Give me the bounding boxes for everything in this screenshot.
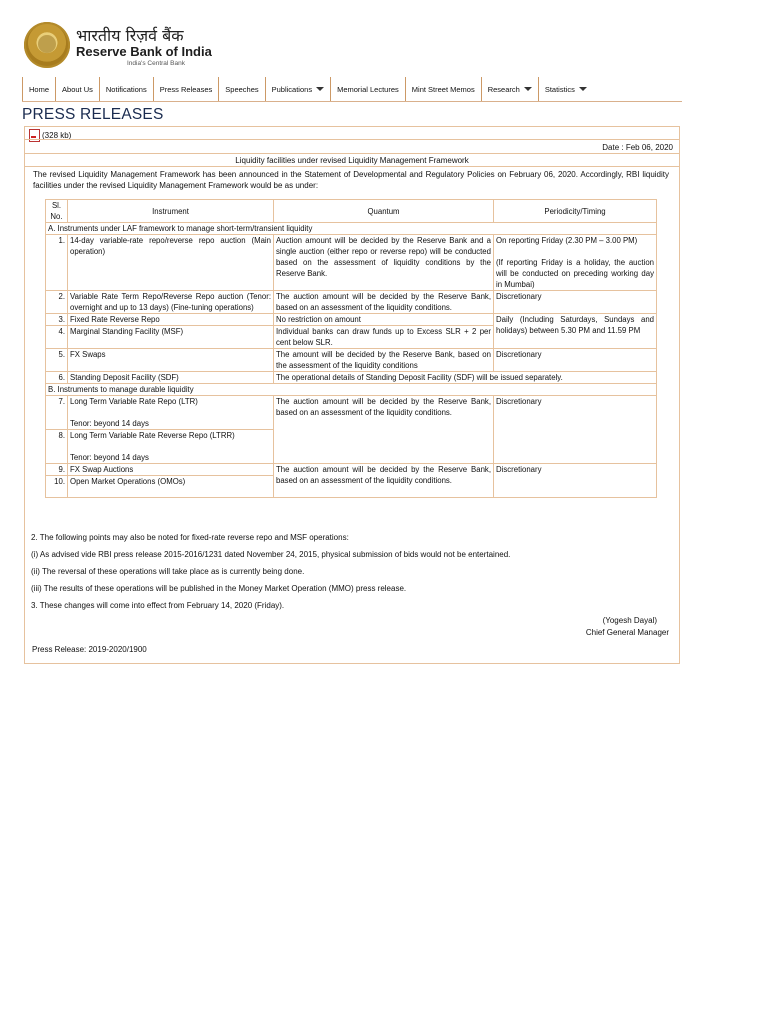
chevron-down-icon xyxy=(316,87,324,91)
site-name-hindi: भारतीय रिज़र्व बैंक xyxy=(76,26,184,45)
main-nav xyxy=(22,77,682,101)
table-header-row xyxy=(46,200,657,223)
chevron-down-icon xyxy=(524,87,532,91)
release-date: Date : Feb 06, 2020 xyxy=(602,143,673,152)
section-a-row: A. Instruments under LAF framework to manage short-term/transient liquidity xyxy=(46,223,657,235)
table-row: 8. Long Term Variable Rate Reverse Repo (LTRR) Tenor: beyond 14 days xyxy=(46,430,657,464)
nav-statistics[interactable]: Statistics xyxy=(538,77,593,101)
signatory-name: (Yogesh Dayal) xyxy=(602,616,657,625)
nav-press-releases[interactable]: Press Releases xyxy=(153,77,219,101)
table-row: 2. Variable Rate Term Repo/Reverse Repo auction (Tenor: overnight and up to 13 days) (Fine-tuning operations) The auction amount will be decided by the Reserve Bank, based on an assessment of the liquidity conditions. Discretionary xyxy=(46,291,657,314)
table-row: 10. Open Market Operations (OMOs) xyxy=(46,476,657,498)
note-item: 3. These changes will come into effect from February 14, 2020 (Friday). xyxy=(31,601,285,610)
col-header-instrument: Instrument xyxy=(68,200,274,223)
signatory-title: Chief General Manager xyxy=(585,628,669,637)
note-item: (i) As advised vide RBI press release 2015-2016/1231 dated November 24, 2015, physical submission of bids would not be entertained. xyxy=(31,550,511,559)
col-header-quantum: Quantum xyxy=(274,200,494,223)
notes xyxy=(31,532,671,617)
nav-about-us[interactable]: About Us xyxy=(55,77,99,101)
table-row: 3. Fixed Rate Reverse Repo No restriction on amount Daily (Including Saturdays, Sundays and holidays) between 5.30 PM and 11.59 PM xyxy=(46,314,657,326)
table-row: 9. FX Swap Auctions The auction amount will be decided by the Reserve Bank, based on an assessment of the liquidity conditions. Discretionary xyxy=(46,464,657,476)
press-release-panel xyxy=(24,126,680,664)
col-header-sl: Sl. No. xyxy=(46,200,68,223)
nav-home[interactable]: Home xyxy=(22,77,55,101)
nav-mint-street-memos[interactable]: Mint Street Memos xyxy=(405,77,481,101)
intro-paragraph: The revised Liquidity Management Framework has been announced in the Statement of Developmental and Regulatory Policies on February 06, 2020. Accordingly, RBI liquidity facilities under the revised Liquidity Management Framework would be as under: xyxy=(33,170,669,190)
nav-publications[interactable]: Publications xyxy=(265,77,330,101)
date-row xyxy=(25,139,679,154)
chevron-down-icon xyxy=(579,87,587,91)
nav-memorial-lectures[interactable]: Memorial Lectures xyxy=(330,77,405,101)
note-item: 2. The following points may also be noted for fixed-rate reverse repo and MSF operations: xyxy=(31,533,349,542)
release-subject: Liquidity facilities under revised Liquidity Management Framework xyxy=(235,156,469,165)
table-row: 6. Standing Deposit Facility (SDF) The operational details of Standing Deposit Facility (SDF) will be issued separately. xyxy=(46,372,657,384)
page-title: PRESS RELEASES xyxy=(22,106,164,123)
site-name: Reserve Bank of India xyxy=(76,44,212,59)
press-release-number: Press Release: 2019-2020/1900 xyxy=(32,645,147,654)
nav-speeches[interactable]: Speeches xyxy=(218,77,264,101)
col-header-timing: Periodicity/Timing xyxy=(494,200,657,223)
rbi-logo[interactable] xyxy=(24,22,70,68)
table-row: 1. 14-day variable-rate repo/reverse repo auction (Main operation) Auction amount will be decided by the Reserve Bank and a single auction (either repo or reverse repo) will be conducted based on the assessment of liquidity conditions by the Reserve Bank. On reporting Friday (2.30 PM – 3.00 PM) (If reporting Friday is a holiday, the auction will be conducted on preceding working day in Mumbai) xyxy=(46,235,657,291)
table-row: 7. Long Term Variable Rate Repo (LTR) Tenor: beyond 14 days The auction amount will be decided by the Reserve Bank, based on an assessment of the liquidity conditions. Discretionary xyxy=(46,396,657,430)
nav-notifications[interactable]: Notifications xyxy=(99,77,153,101)
site-tagline: India's Central Bank xyxy=(127,60,185,67)
liquidity-facilities-table xyxy=(45,199,657,498)
note-item: (iii) The results of these operations will be published in the Money Market Operation (MMO) press release. xyxy=(31,584,407,593)
signature-block xyxy=(586,615,669,639)
nav-research[interactable]: Research xyxy=(481,77,538,101)
subject-row xyxy=(25,153,679,167)
nav-divider xyxy=(22,101,682,102)
table-row: 5. FX Swaps The amount will be decided by the Reserve Bank, based on the assessment of the liquidity conditions Discretionary xyxy=(46,349,657,372)
note-item: (ii) The reversal of these operations will take place as is currently being done. xyxy=(31,567,305,576)
table-row: 4. Marginal Standing Facility (MSF) Individual banks can draw funds up to Excess SLR + 2 per cent below SLR. xyxy=(46,326,657,349)
site-header xyxy=(22,20,322,72)
pdf-size: (328 kb) xyxy=(42,131,72,140)
section-b-row: B. Instruments to manage durable liquidity xyxy=(46,384,657,396)
